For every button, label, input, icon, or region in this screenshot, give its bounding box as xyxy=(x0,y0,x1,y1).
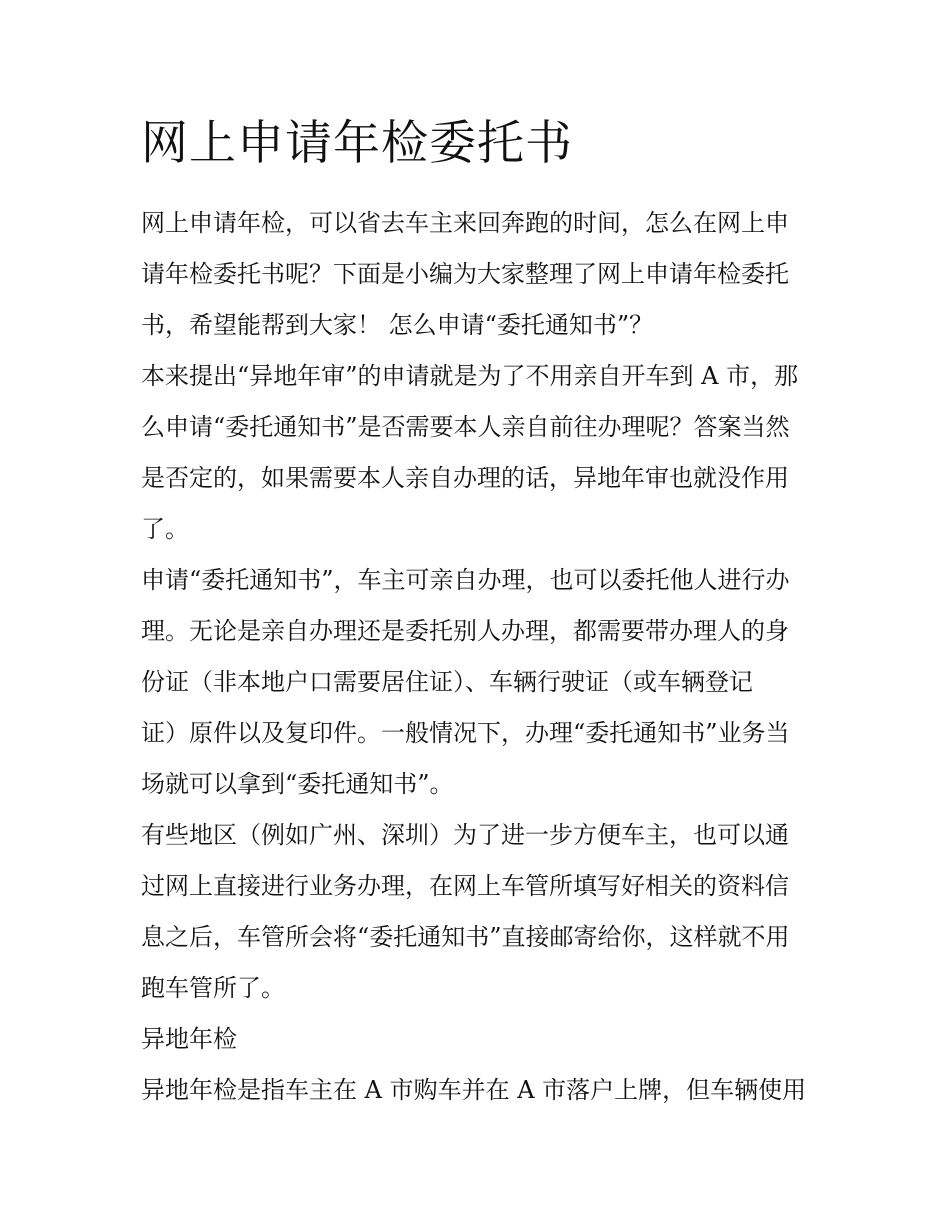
text-line: 过网上直接进行业务办理，在网上车管所填写好相关的资料信 xyxy=(141,872,789,900)
text-line: 证）原件以及复印件。一般情况下，办理“委托通知书”业务当 xyxy=(141,719,790,747)
paragraph-intro xyxy=(141,198,813,351)
text-line: 书，希望能帮到大家！ 怎么申请“委托通知书”？ xyxy=(141,311,654,339)
document-title: 网上申请年检委托书 xyxy=(141,116,573,171)
paragraph-application xyxy=(141,555,813,810)
paragraph-definition xyxy=(141,1065,813,1116)
text-line: 申请“委托通知书”，车主可亲自办理，也可以委托他人进行办 xyxy=(141,566,790,594)
paragraph-remote-review xyxy=(141,351,813,555)
document-page xyxy=(141,112,813,1116)
text-line: 网上申请年检，可以省去车主来回奔跑的时间，怎么在网上申 xyxy=(141,209,789,237)
paragraph-online xyxy=(141,810,813,1014)
text-line: 息之后，车管所会将“委托通知书”直接邮寄给你，这样就不用 xyxy=(141,923,790,951)
text-line: 份证（非本地户口需要居住证）、车辆行驶证（或车辆登记 xyxy=(141,668,753,696)
text-line: 么申请“委托通知书”是否需要本人亲自前往办理呢？答案当然 xyxy=(141,413,790,441)
text-line: 了。 xyxy=(141,515,189,543)
section-heading xyxy=(141,1014,813,1065)
text-line: 跑车管所了。 xyxy=(141,974,285,1002)
text-line: 请年检委托书呢？下面是小编为大家整理了网上申请年检委托 xyxy=(141,260,789,288)
text-line: 有些地区（例如广州、深圳）为了进一步方便车主，也可以通 xyxy=(141,821,789,849)
text-line: 异地年检 xyxy=(141,1025,237,1053)
text-line: 本来提出“异地年审”的申请就是为了不用亲自开车到 A 市，那 xyxy=(141,362,799,390)
text-line: 理。无论是亲自办理还是委托别人办理，都需要带办理人的身 xyxy=(141,617,789,645)
text-line: 异地年检是指车主在 A 市购车并在 A 市落户上牌，但车辆使用 xyxy=(141,1076,807,1104)
text-line: 是否定的，如果需要本人亲自办理的话，异地年审也就没作用 xyxy=(141,464,789,492)
text-line: 场就可以拿到“委托通知书”。 xyxy=(141,770,454,798)
